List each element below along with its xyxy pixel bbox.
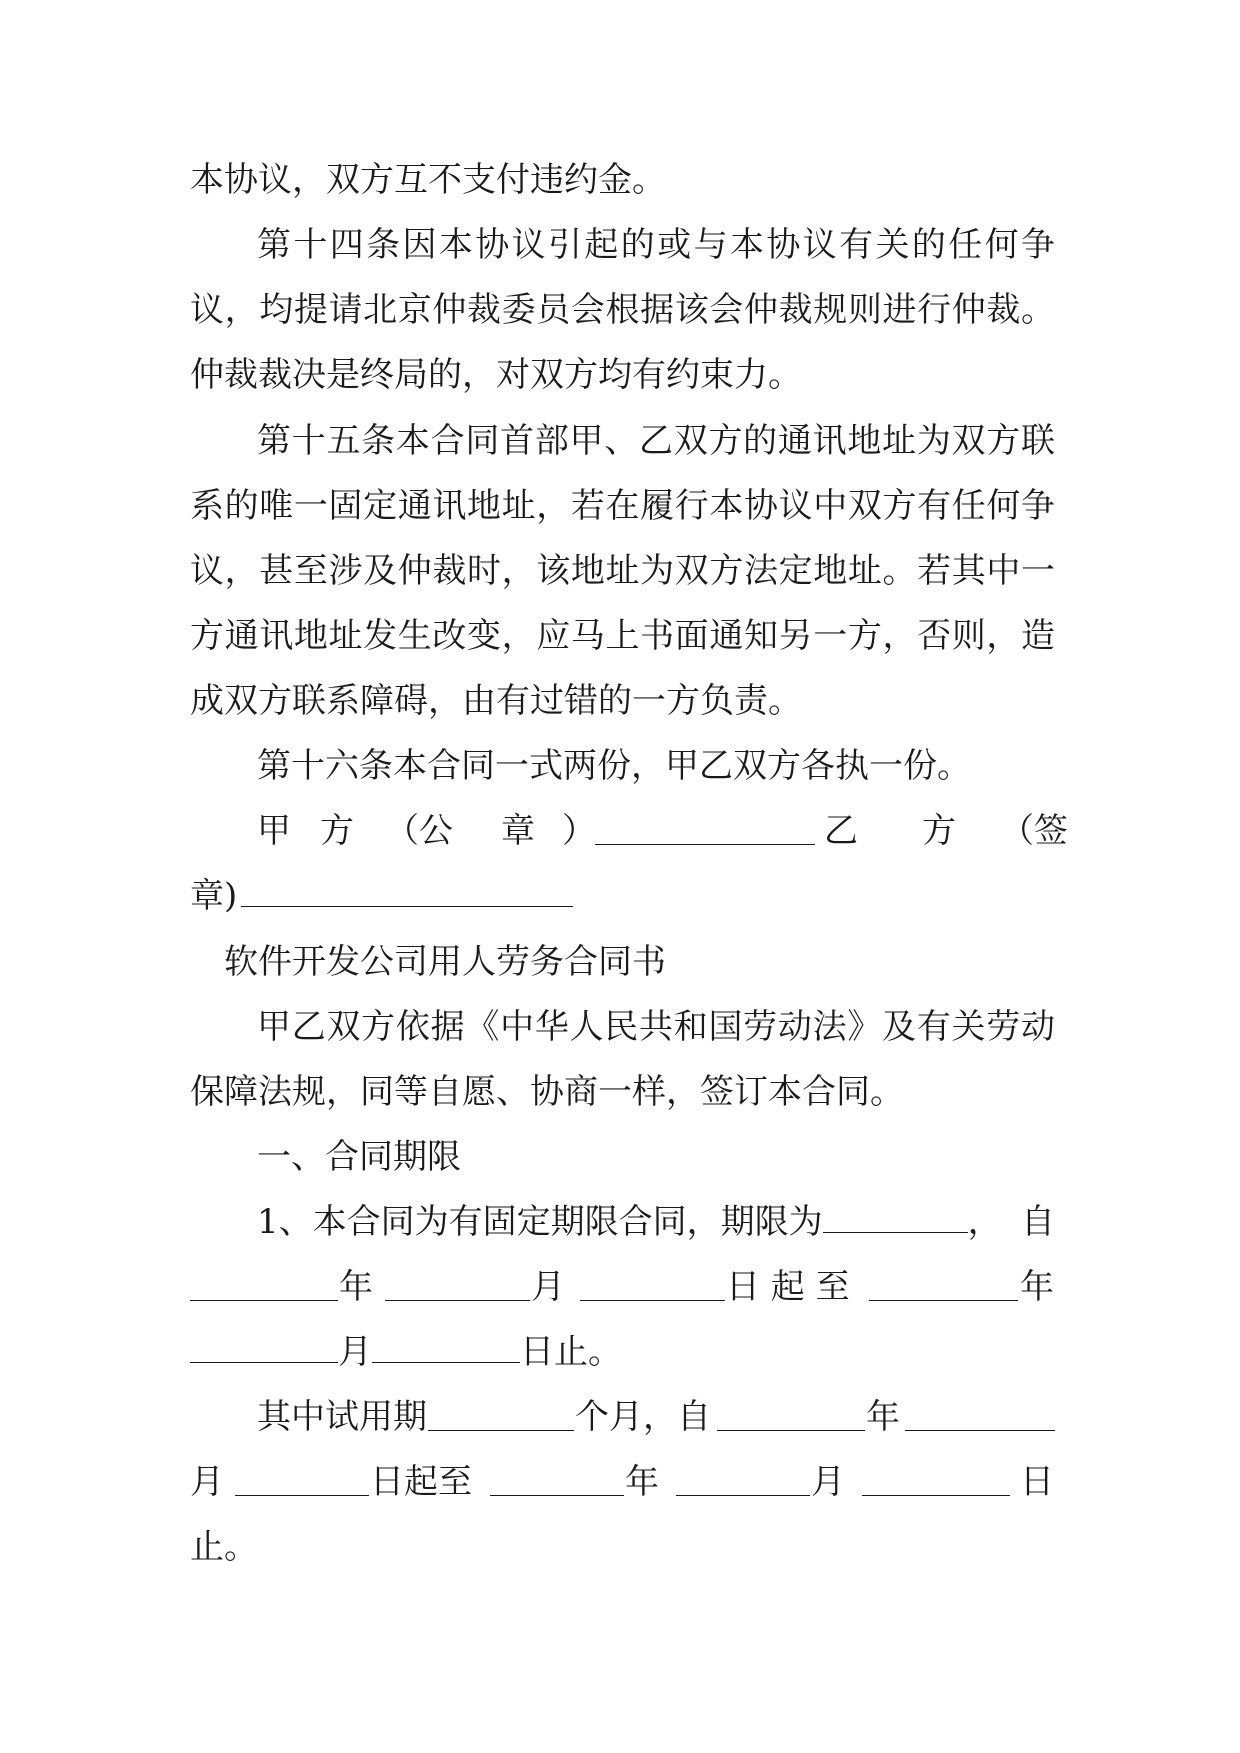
term-from: 自 [1021, 1202, 1055, 1242]
month-label: 月 [338, 1332, 372, 1372]
text-line: 系的唯一固定通讯地址，若在履行本协议中双方有任何争 [190, 486, 1055, 526]
year-label: 年 [625, 1462, 659, 1502]
sig-fang: 方 [320, 811, 354, 851]
text-line: 议，甚至涉及仲裁时，该地址为双方法定地址。若其中一 [190, 551, 1055, 591]
trial-start-year-blank[interactable] [717, 1398, 865, 1431]
sig-open-paren-qian: （签 [1000, 811, 1068, 851]
term-line-1 [257, 1197, 1055, 1247]
year-label: 年 [866, 1397, 900, 1437]
day-from-to-label: 日 起 至 [726, 1267, 850, 1307]
month-label: 月 [190, 1462, 224, 1502]
article-14-first-line: 第十四条因本协议引起的或与本协议有关的任何争 [257, 225, 1055, 265]
month-label: 月 [531, 1267, 565, 1307]
trial-line-1 [257, 1392, 1055, 1442]
article-15-first-line: 第十五条本合同首部甲、乙双方的通讯地址为双方联 [257, 421, 1055, 461]
month-label: 月 [811, 1462, 845, 1502]
trial-start-month-blank[interactable] [905, 1398, 1055, 1431]
start-day-blank[interactable] [580, 1268, 725, 1301]
trial-text: 其中试用期 [257, 1397, 427, 1437]
text-line: 仲裁裁决是终局的，对双方均有约束力。 [190, 355, 802, 395]
text-line: 止。 [190, 1527, 258, 1567]
day-end-label: 日止。 [520, 1332, 622, 1372]
text-line: 成双方联系障碍，由有过错的一方负责。 [190, 681, 802, 721]
day-label: 日 [1020, 1462, 1054, 1502]
trial-end-year-blank[interactable] [490, 1463, 624, 1496]
term-comma: ， [967, 1202, 1002, 1242]
sig-close-paren: ） [562, 811, 596, 851]
trial-months-from: 个月，自 [575, 1397, 711, 1437]
sig-jia: 甲 [257, 811, 291, 851]
term-text: 1、本合同为有固定期限合同，期限为 [257, 1202, 823, 1242]
contract-title: 软件开发公司用人劳务合同书 [224, 942, 666, 982]
section-heading: 一、合同期限 [257, 1137, 461, 1177]
signature-line [257, 806, 1068, 856]
trial-end-month-blank[interactable] [676, 1463, 810, 1496]
party-a-seal-blank[interactable] [595, 812, 815, 845]
text-line: 甲乙双方依据《中华人民共和国劳动法》及有关劳动 [257, 1007, 1055, 1047]
trial-start-day-blank[interactable] [235, 1463, 369, 1496]
year-label: 年 [339, 1267, 373, 1307]
end-month-blank[interactable] [190, 1330, 338, 1363]
sig-yi: 乙 [824, 811, 858, 851]
text-line: 议，均提请北京仲裁委员会根据该会仲裁规则进行仲裁。 [190, 290, 1055, 330]
start-year-blank[interactable] [190, 1268, 338, 1301]
term-line-3 [190, 1327, 1055, 1377]
term-line-2 [190, 1262, 1055, 1312]
text-line: 保障法规，同等自愿、协商一样，签订本合同。 [190, 1072, 904, 1112]
text-line: 本协议，双方互不支付违约金。 [190, 160, 666, 200]
trial-months-blank[interactable] [428, 1398, 574, 1431]
sig-open-paren-gong: （公 [385, 811, 453, 851]
trial-end-day-blank[interactable] [862, 1463, 1010, 1496]
article-16-line: 第十六条本合同一式两份，甲乙双方各执一份。 [257, 746, 971, 786]
sig-fang: 方 [922, 811, 956, 851]
party-b-sign-blank[interactable] [241, 874, 573, 907]
term-duration-blank[interactable] [823, 1200, 968, 1233]
end-day-blank[interactable] [372, 1330, 520, 1363]
sig-zhang-close: 章) [190, 876, 238, 916]
text-line: 方通讯地址发生改变，应马上书面通知另一方，否则，造 [190, 616, 1055, 656]
end-year-blank[interactable] [869, 1268, 1018, 1301]
sig-zhang: 章 [501, 811, 535, 851]
start-month-blank[interactable] [385, 1268, 530, 1301]
trial-line-2 [190, 1457, 1055, 1507]
year-label: 年 [1020, 1267, 1054, 1307]
signature-line-2 [190, 871, 1055, 921]
day-from-to-label: 日起至 [370, 1462, 472, 1502]
